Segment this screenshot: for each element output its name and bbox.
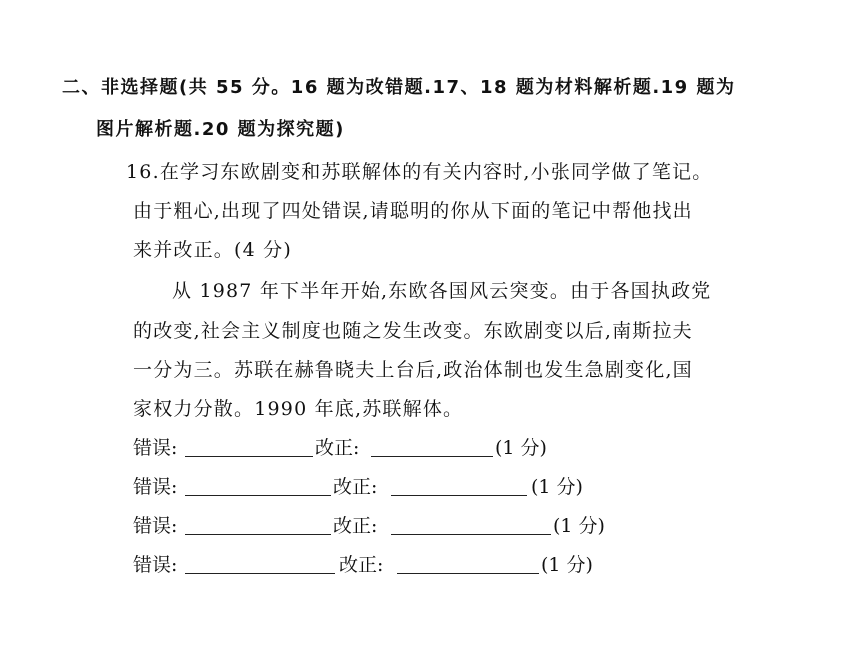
points-label: (1 分)	[553, 515, 605, 537]
error-answer-blank[interactable]	[185, 573, 335, 574]
answer-row	[133, 551, 753, 579]
correction-answer-blank[interactable]	[371, 456, 493, 457]
question-text-line-3: 来并改正。(4 分)	[133, 239, 292, 261]
section-title-line-2: 图片解析题.20 题为探究题)	[96, 119, 345, 140]
passage-line-4: 家权力分散。1990 年底,苏联解体。	[133, 398, 464, 420]
error-answer-blank[interactable]	[185, 456, 313, 457]
error-label: 错误:	[133, 515, 178, 537]
passage-line-2: 的改变,社会主义制度也随之发生改变。东欧剧变以后,南斯拉夫	[133, 320, 693, 342]
correction-label: 改正:	[333, 515, 378, 537]
error-label: 错误:	[133, 554, 178, 576]
correction-label: 改正:	[339, 554, 384, 576]
answer-row	[133, 434, 753, 462]
answer-row	[133, 473, 753, 501]
points-label: (1 分)	[495, 437, 547, 459]
section-title-line-1: 二、非选择题(共 55 分。16 题为改错题.17、18 题为材料解析题.19 题为	[62, 77, 736, 98]
error-answer-blank[interactable]	[185, 534, 331, 535]
points-label: (1 分)	[531, 476, 583, 498]
error-answer-blank[interactable]	[185, 495, 331, 496]
correction-label: 改正:	[333, 476, 378, 498]
correction-answer-blank[interactable]	[391, 495, 527, 496]
points-label: (1 分)	[541, 554, 593, 576]
correction-answer-blank[interactable]	[397, 573, 539, 574]
passage-line-3: 一分为三。苏联在赫鲁晓夫上台后,政治体制也发生急剧变化,国	[133, 359, 693, 381]
passage-line-1: 从 1987 年下半年开始,东欧各国风云突变。由于各国执政党	[172, 280, 712, 302]
correction-answer-blank[interactable]	[391, 534, 551, 535]
answer-row	[133, 512, 753, 540]
question-text-line-1: 16.在学习东欧剧变和苏联解体的有关内容时,小张同学做了笔记。	[126, 161, 713, 183]
error-label: 错误:	[133, 437, 178, 459]
correction-label: 改正:	[315, 437, 360, 459]
question-text-line-2: 由于粗心,出现了四处错误,请聪明的你从下面的笔记中帮他找出	[133, 200, 693, 222]
error-label: 错误:	[133, 476, 178, 498]
